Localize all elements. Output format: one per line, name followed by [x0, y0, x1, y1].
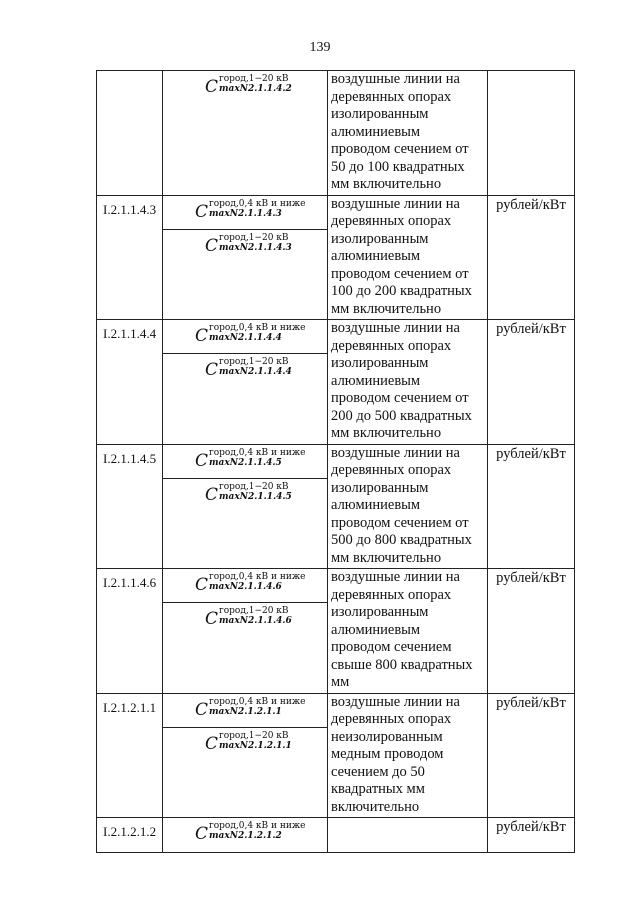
formula-scripts: [209, 572, 305, 592]
description-line: проводом сечением от: [331, 265, 469, 282]
description-line: воздушные линии на: [331, 71, 460, 87]
row-unit: рублей/кВт: [488, 195, 575, 320]
description-line: изолированным: [331, 479, 429, 496]
page-number: 139: [309, 40, 331, 55]
formula-scripts: [209, 448, 305, 468]
formula-scripts: [209, 697, 305, 717]
rate-formula-block: [163, 818, 327, 852]
rate-formula: [163, 196, 327, 221]
formula-superscript: город,1−20 кВ: [219, 606, 289, 616]
description-line: изолированным: [331, 106, 429, 122]
row-unit: рублей/кВт: [488, 320, 575, 445]
rate-formula: [163, 71, 327, 96]
description-line: воздушные линии на: [331, 693, 460, 710]
formula-scripts: [219, 357, 292, 377]
description-line: 50 до 100 квадратных: [331, 158, 465, 175]
row-code: I.2.1.1.4.5: [97, 444, 163, 569]
formula-subscript: maxN2.1.2.1.2: [209, 831, 282, 841]
formula-superscript: город,0,4 кВ и ниже: [209, 198, 306, 209]
row-description: [328, 569, 488, 694]
formula-symbol: C: [195, 575, 209, 595]
formula-symbol: C: [205, 360, 219, 380]
rate-formula: [163, 354, 327, 379]
table-row: [97, 71, 575, 196]
description-line: изолированным: [331, 230, 429, 247]
description-line: деревянных опорах: [331, 88, 452, 105]
row-unit: [488, 71, 575, 196]
description-line: алюминиевым: [331, 248, 421, 264]
formula-superscript: город,1−20 кВ: [219, 74, 289, 84]
rate-formula: [163, 445, 327, 470]
row-code: I.2.1.1.4.3: [97, 195, 163, 320]
row-code: I.2.1.2.1.2: [97, 818, 163, 853]
table-row: [97, 569, 575, 694]
row-description: [328, 320, 488, 445]
row-description: [328, 444, 488, 569]
description-line: деревянных опорах: [331, 337, 452, 354]
formula-subscript: maxN2.1.1.4.4: [209, 333, 282, 343]
formula-subscript: maxN2.1.2.1.1: [209, 706, 282, 717]
formula-superscript: город,0,4 кВ и ниже: [209, 572, 306, 582]
rate-cell: [163, 320, 328, 445]
rate-formula-block: [163, 230, 327, 264]
description-line: 500 до 800 квадратных: [331, 532, 472, 548]
description-line: мм включительно: [331, 176, 442, 192]
table-row: [97, 195, 575, 320]
rate-formula: [163, 230, 327, 255]
row-code: [97, 71, 163, 196]
description-line: сечением до 50: [331, 763, 425, 780]
formula-subscript: maxN2.1.1.4.6: [209, 582, 282, 592]
formula-scripts: [219, 606, 292, 626]
rate-formula-block: [163, 479, 327, 513]
tariff-table-body: [97, 71, 575, 853]
description-line: деревянных опорах: [331, 462, 452, 478]
formula-scripts: [219, 74, 292, 94]
rate-formula: [163, 320, 327, 345]
table-row: [97, 818, 575, 853]
description-line: воздушные линии на: [331, 569, 460, 585]
formula-symbol: C: [205, 235, 219, 256]
rate-cell: [163, 444, 328, 569]
rate-formula: [163, 728, 327, 753]
description-line: включительно: [331, 798, 420, 815]
rate-formula: [163, 479, 327, 504]
rate-cell: [163, 818, 328, 853]
description-line: алюминиевым: [331, 497, 421, 513]
formula-scripts: [209, 821, 305, 841]
description-line: проводом сечением: [331, 639, 452, 655]
formula-symbol: C: [205, 484, 219, 505]
formula-subscript: maxN2.1.1.4.6: [219, 616, 292, 626]
rate-formula-block: [163, 354, 327, 388]
formula-scripts: [209, 323, 305, 343]
formula-symbol: C: [195, 699, 209, 720]
formula-subscript: maxN2.1.1.4.2: [219, 84, 292, 94]
row-description: [328, 71, 488, 196]
description-line: свыше 800 квадратных: [331, 656, 473, 673]
description-line: 100 до 200 квадратных: [331, 283, 472, 299]
row-description: [328, 195, 488, 320]
formula-superscript: город,0,4 кВ и ниже: [209, 821, 306, 831]
description-line: квадратных мм: [331, 781, 425, 797]
rate-formula-block: [163, 603, 327, 637]
formula-subscript: maxN2.1.1.4.3: [219, 242, 292, 253]
formula-symbol: C: [205, 77, 219, 97]
description-line: неизолированным: [331, 728, 443, 745]
table-row: [97, 320, 575, 445]
row-code: I.2.1.1.4.6: [97, 569, 163, 694]
rate-cell: [163, 693, 328, 818]
formula-superscript: город,0,4 кВ и ниже: [209, 323, 306, 333]
description-line: воздушные линии на: [331, 444, 460, 461]
description-line: алюминиевым: [331, 621, 421, 638]
rate-formula-block: [163, 196, 327, 230]
rate-formula-block: [163, 569, 327, 603]
description-line: алюминиевым: [331, 372, 421, 389]
rate-formula-block: [163, 728, 327, 762]
rate-formula: [163, 603, 327, 628]
rate-formula-block: [163, 71, 327, 105]
description-line: деревянных опорах: [331, 213, 452, 229]
formula-symbol: C: [205, 609, 219, 629]
row-unit: рублей/кВт: [488, 569, 575, 694]
formula-symbol: C: [195, 201, 209, 222]
description-line: воздушные линии на: [331, 195, 460, 212]
formula-subscript: maxN2.1.1.4.5: [209, 457, 282, 468]
rate-formula-block: [163, 694, 327, 728]
row-description: [328, 693, 488, 818]
formula-scripts: [219, 482, 292, 502]
rate-formula: [163, 694, 327, 719]
row-code: I.2.1.2.1.1: [97, 693, 163, 818]
description-line: мм включительно: [331, 300, 442, 317]
description-line: мм включительно: [331, 549, 442, 566]
formula-superscript: город,1−20 кВ: [219, 730, 289, 741]
table-row: [97, 444, 575, 569]
formula-superscript: город,1−20 кВ: [219, 481, 289, 492]
description-line: изолированным: [331, 355, 429, 371]
formula-subscript: maxN2.1.1.4.3: [209, 208, 282, 219]
description-line: деревянных опорах: [331, 586, 452, 603]
description-line: проводом сечением от: [331, 514, 469, 531]
formula-subscript: maxN2.1.1.4.5: [219, 491, 292, 502]
formula-superscript: город,1−20 кВ: [219, 232, 289, 243]
formula-symbol: C: [205, 733, 219, 754]
row-code: I.2.1.1.4.4: [97, 320, 163, 445]
description-line: 200 до 500 квадратных: [331, 407, 472, 424]
description-line: проводом сечением от: [331, 141, 469, 157]
rate-formula: [163, 569, 327, 594]
description-line: алюминиевым: [331, 123, 421, 140]
description-line: деревянных опорах: [331, 711, 452, 727]
formula-subscript: maxN2.1.1.4.4: [219, 367, 292, 377]
row-unit: рублей/кВт: [488, 818, 575, 853]
description-line: мм включительно: [331, 425, 442, 441]
row-unit: рублей/кВт: [488, 693, 575, 818]
formula-superscript: город,0,4 кВ и ниже: [209, 447, 306, 458]
formula-symbol: C: [195, 824, 209, 844]
rate-formula: [163, 818, 327, 843]
formula-superscript: город,1−20 кВ: [219, 357, 289, 367]
table-row: [97, 693, 575, 818]
rate-cell: [163, 195, 328, 320]
tariff-table: [96, 70, 575, 853]
rate-cell: [163, 569, 328, 694]
rate-cell: [163, 71, 328, 196]
rate-formula-block: [163, 320, 327, 354]
formula-symbol: C: [195, 450, 209, 471]
formula-scripts: [209, 199, 305, 219]
formula-scripts: [219, 731, 292, 751]
description-line: изолированным: [331, 604, 429, 620]
description-line: воздушные линии на: [331, 320, 460, 336]
row-unit: рублей/кВт: [488, 444, 575, 569]
row-description: [328, 818, 488, 853]
formula-symbol: C: [195, 326, 209, 346]
description-line: медным проводом: [331, 746, 444, 762]
formula-subscript: maxN2.1.2.1.1: [219, 740, 292, 751]
rate-formula-block: [163, 445, 327, 479]
description-line: мм: [331, 674, 350, 690]
formula-superscript: город,0,4 кВ и ниже: [209, 696, 306, 707]
description-line: проводом сечением от: [331, 390, 469, 406]
formula-scripts: [219, 233, 292, 253]
